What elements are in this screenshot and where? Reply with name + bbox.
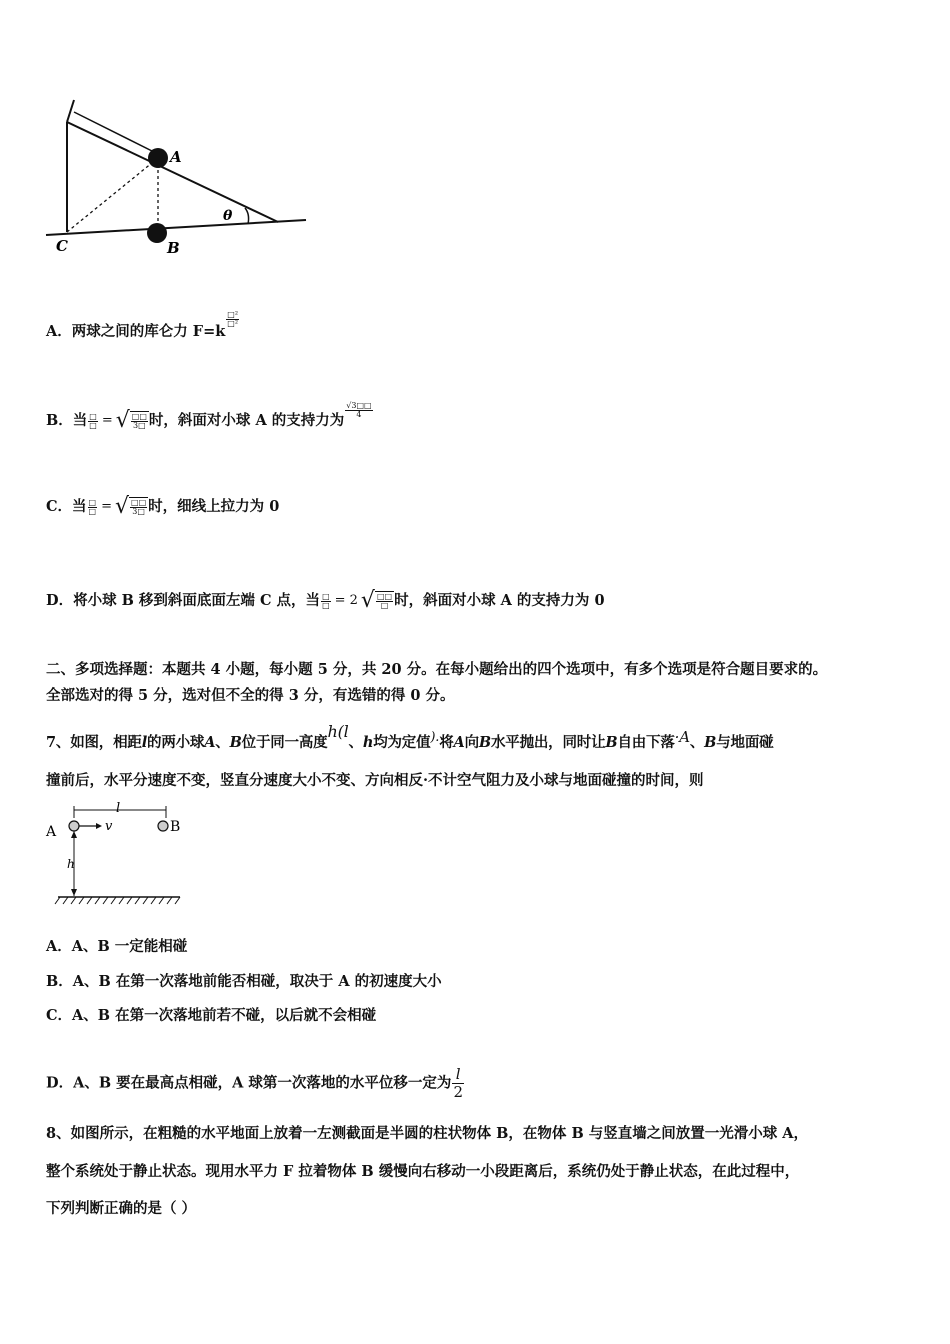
label-b: B bbox=[170, 819, 181, 835]
q7-stem-line-2: 撞前后，水平分速度不变，竖直分速度大小不变、方向相反·不计空气阻力及小球与地面碰撞的时间，则 bbox=[46, 772, 704, 789]
q6-option-b-sqrt: √ $\frac{□□}{3□}$ bbox=[115, 408, 147, 433]
q7-option-b: B．A、B 在第一次落地前能否相碰，取决于 A 的初速度大小 bbox=[46, 973, 442, 990]
q6-option-d-fraction: $\frac{□}{□}$ bbox=[322, 591, 330, 610]
thread-line bbox=[74, 112, 158, 154]
section-2-line-2: 全部选对的得 5 分，选对但不全的得 3 分，有选错的得 0 分。 bbox=[46, 687, 455, 704]
label-a: A bbox=[46, 824, 57, 840]
incline-surface bbox=[67, 122, 278, 222]
q6-option-b: B．当 $\frac{□}{□}$ = √ $\frac{□□}{3□}$ 时，斜面对小球 A 的支持力为 $\frac{√3□□}{4}$ bbox=[46, 401, 372, 433]
ball-a bbox=[69, 821, 79, 831]
label-theta: θ bbox=[223, 208, 233, 224]
q7-option-a: A．A、B 一定能相碰 bbox=[46, 938, 188, 955]
q6-option-a-text: A．两球之间的库仑力 F=k bbox=[46, 323, 226, 340]
incline-top-pole bbox=[67, 100, 74, 122]
q8-stem-line-2: 整个系统处于静止状态。现用水平力 F 拉着物体 B 缓慢向右移动一小段距离后，系统仍处于静止状态，在此过程中， bbox=[46, 1163, 800, 1180]
q8-stem-line-3: 下列判断正确的是（ ） bbox=[46, 1200, 197, 1217]
q6-option-c: C．当 $\frac{□}{□}$ = √ $\frac{□□}{3□}$ 时，细线上拉力为 0 bbox=[46, 494, 280, 519]
q7-option-d-fraction: $\frac{l}{2}$ bbox=[453, 1065, 463, 1101]
ground-hatching bbox=[55, 897, 180, 904]
q6-option-d-sqrt: √ $\frac{□□}{□}$ bbox=[360, 588, 393, 613]
q7-stem-line-1: 7、如图，相距l的两小球A、B位于同一高度h(l、h均为定值).将A向B水平抛出，同时让B自由下落·A、B与地面碰 bbox=[46, 722, 774, 751]
ball-b bbox=[158, 821, 168, 831]
q8-stem-line-1: 8、如图所示，在粗糙的水平地面上放着一左测截面是半圆的柱状物体 B，在物体 B 与竖直墙之间放置一光滑小球 A， bbox=[46, 1125, 809, 1142]
q6-option-b-fraction: $\frac{□}{□}$ bbox=[89, 411, 97, 430]
q6-option-a bbox=[46, 311, 240, 342]
q7-option-d: D．A、B 要在最高点相碰，A 球第一次落地的水平位移一定为 $\frac{l}{2}$ bbox=[46, 1065, 463, 1101]
ground-line bbox=[46, 220, 306, 235]
q6-option-a-fraction: $\frac{\text{□²}}{\text{□²}}$ bbox=[227, 310, 239, 328]
theta-arc bbox=[245, 208, 249, 224]
label-v: v bbox=[105, 819, 113, 834]
ball-a bbox=[148, 148, 168, 168]
incline-figure bbox=[40, 92, 320, 262]
label-h: h bbox=[67, 857, 75, 871]
label-l: l bbox=[116, 801, 121, 816]
label-a: A bbox=[170, 148, 182, 166]
q6-option-b-result: $\frac{√3□□}{4}$ bbox=[346, 401, 372, 419]
q6-option-c-fraction: $\frac{□}{□}$ bbox=[88, 497, 97, 516]
label-c: C bbox=[56, 237, 68, 255]
label-b: B bbox=[167, 239, 180, 257]
q7-option-c: C．A、B 在第一次落地前若不碰，以后就不会相碰 bbox=[46, 1007, 377, 1024]
q6-option-d: D．将小球 B 移到斜面底面左端 C 点，当 $\frac{□}{□}$ = 2 √ $\frac{□□}{□}$ 时，斜面对小球 A 的支持力为 0 bbox=[46, 588, 605, 613]
dashed-ac bbox=[67, 158, 158, 232]
section-2-line-1: 二、多项选择题：本题共 4 小题，每小题 5 分，共 20 分。在每小题给出的四个选项中，有多个选项是符合题目要求的。 bbox=[46, 661, 828, 678]
q7-figure bbox=[40, 800, 190, 908]
ball-b bbox=[147, 223, 167, 243]
q6-option-c-sqrt: √ $\frac{□□}{3□}$ bbox=[115, 494, 147, 519]
